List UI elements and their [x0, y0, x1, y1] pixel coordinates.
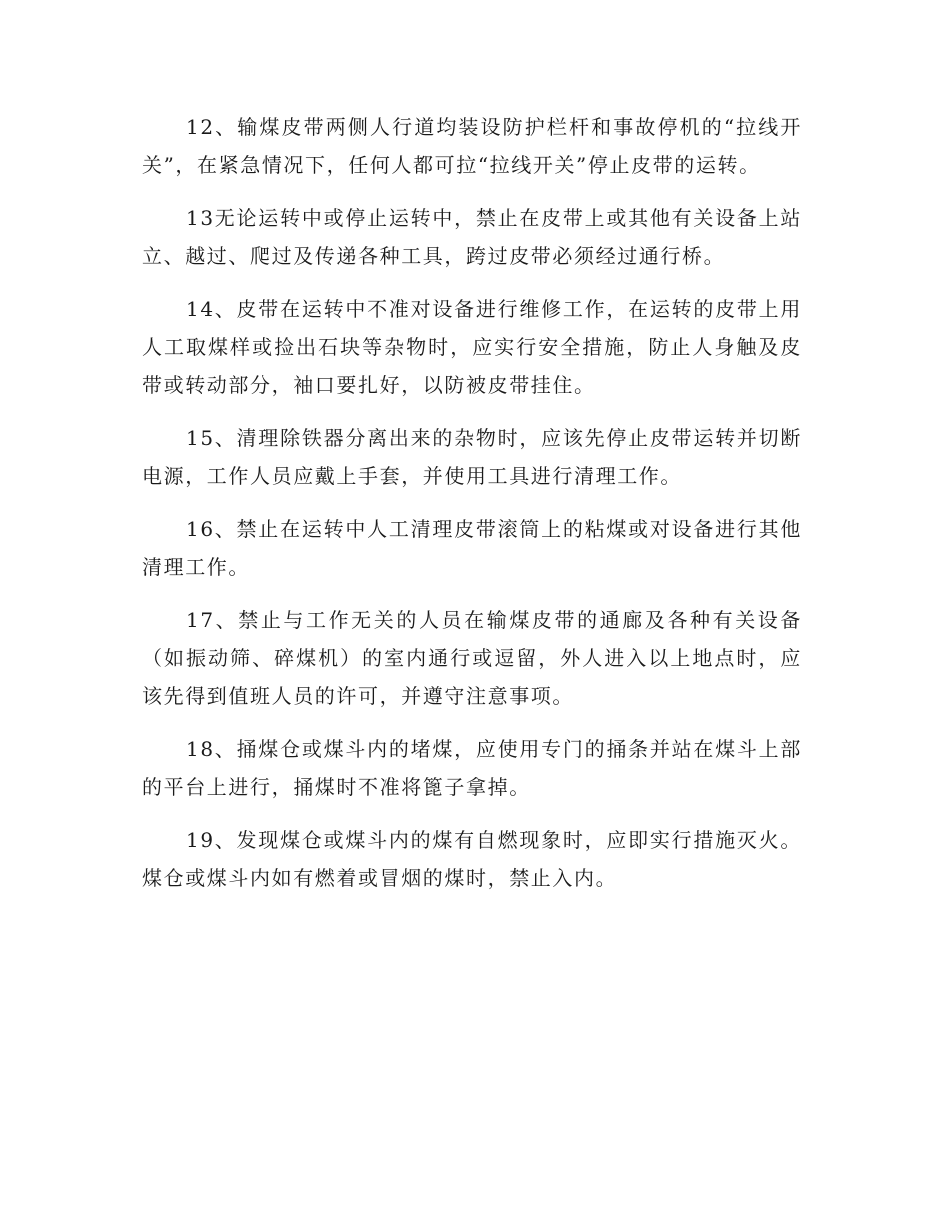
paragraph-item-15: 15、清理除铁器分离出来的杂物时，应该先停止皮带运转并切断电源，工作人员应戴上手套，并使用工具进行清理工作。	[142, 426, 802, 488]
paragraph-item-17: 17、禁止与工作无关的人员在输煤皮带的通廊及各种有关设备（如振动筛、碎煤机）的室内通行或逗留，外人进入以上地点时，应该先得到值班人员的许可，并遵守注意事项。	[142, 608, 802, 708]
paragraph-item-19: 19、发现煤仓或煤斗内的煤有自燃现象时，应即实行措施灭火。煤仓或煤斗内如有燃着或冒烟的煤时，禁止入内。	[142, 828, 802, 890]
paragraph-item-14: 14、皮带在运转中不准对设备进行维修工作，在运转的皮带上用人工取煤样或捡出石块等杂物时，应实行安全措施，防止人身触及皮带或转动部分，袖口要扎好，以防被皮带挂住。	[142, 297, 802, 397]
paragraph-item-13: 13无论运转中或停止运转中，禁止在皮带上或其他有关设备上站立、越过、爬过及传递各种工具，跨过皮带必须经过通行桥。	[142, 206, 802, 268]
paragraph-item-18: 18、捅煤仓或煤斗内的堵煤，应使用专门的捅条并站在煤斗上部的平台上进行，捅煤时不准将篦子拿掉。	[142, 737, 802, 799]
document-body	[142, 108, 802, 912]
paragraph-item-16: 16、禁止在运转中人工清理皮带滚筒上的粘煤或对设备进行其他清理工作。	[142, 517, 802, 579]
paragraph-item-12: 12、输煤皮带两侧人行道均装设防护栏杆和事故停机的“拉线开关”，在紧急情况下，任何人都可拉“拉线开关”停止皮带的运转。	[142, 115, 802, 177]
